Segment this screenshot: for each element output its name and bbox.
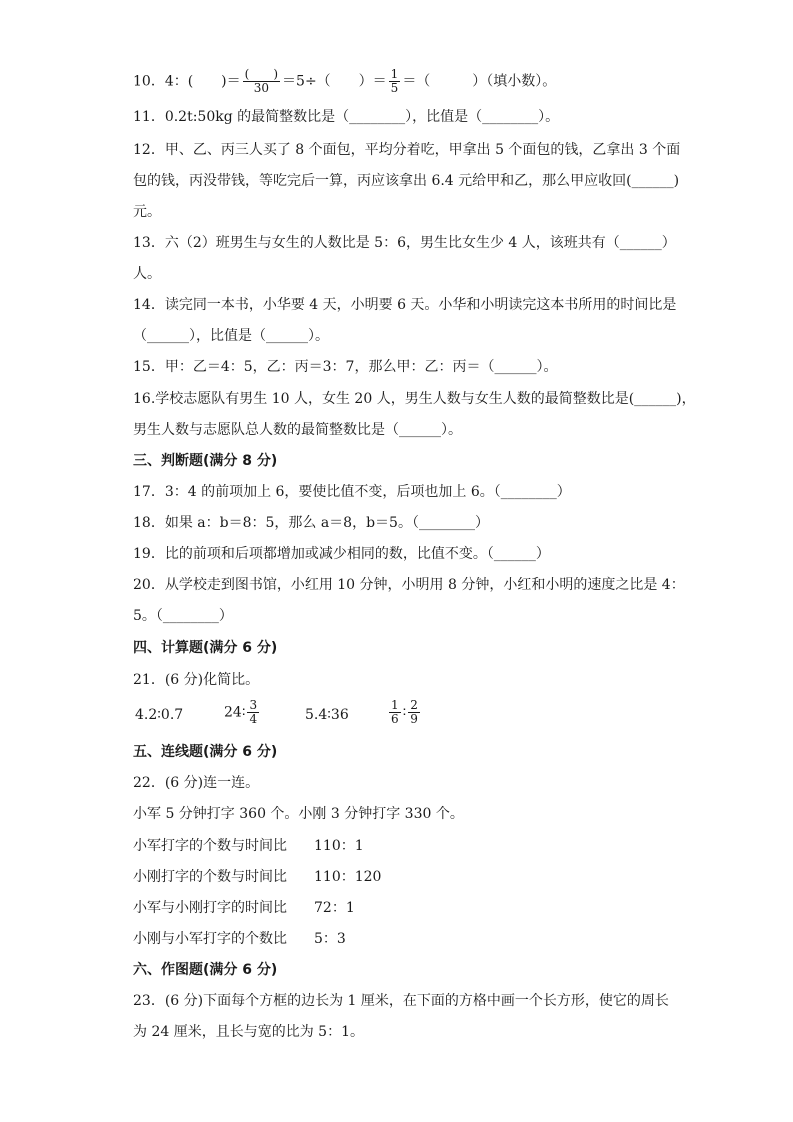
question-23-line-1: 23．(6 分)下面每个方框的边长为 1 厘米，在下面的方格中画一个长方形，使它的周长 — [133, 993, 669, 1009]
match-left-2: 小刚打字的个数与时间比 — [133, 869, 287, 885]
question-20-line-2: 5。（________） — [133, 608, 233, 624]
section-6-heading: 六、作图题(满分 6 分) — [133, 962, 278, 978]
question-15: 15．甲：乙＝4：5，乙：丙＝3：7，那么甲：乙：丙＝（______）。 — [133, 359, 558, 375]
question-10 — [133, 68, 556, 95]
question-13-line-1: 13．六（2）班男生与女生的人数比是 5：6，男生比女生少 4 人，该班共有（______） — [133, 235, 676, 251]
fraction-one-sixth: $\frac{1}{6}$ — [391, 698, 399, 726]
match-left-1: 小军打字的个数与时间比 — [133, 838, 287, 854]
question-22-info: 小军 5 分钟打字 360 个。小刚 3 分钟打字 330 个。 — [133, 806, 464, 822]
ratio-item-2: 24∶ $\frac{3}{4}$ — [224, 698, 258, 726]
question-18: 18．如果 a：b＝8：5，那么 a＝8，b＝5。（________） — [133, 515, 489, 531]
fraction-blank-over-30: $\frac{( )}{30}$ — [244, 67, 279, 95]
fraction-two-ninths: $\frac{2}{9}$ — [410, 698, 418, 726]
question-12-line-1: 12．甲、乙、丙三人买了 8 个面包，平均分着吃，甲拿出 5 个面包的钱，乙拿出 3 个面 — [133, 142, 681, 158]
fraction-three-quarters: $\frac{3}{4}$ — [249, 698, 258, 726]
section-4-heading: 四、计算题(满分 6 分) — [133, 640, 278, 656]
question-16-line-1: 16.学校志愿队有男生 10 人，女生 20 人，男生人数与女生人数的最简整数比是(______)， — [133, 391, 696, 407]
question-20-line-1: 20．从学校走到图书馆，小红用 10 分钟，小明用 8 分钟，小红和小明的速度之比是 4： — [133, 577, 685, 593]
question-13-line-2: 人。 — [133, 266, 161, 282]
section-5-heading: 五、连线题(满分 6 分) — [133, 744, 278, 760]
match-right-4: 5：3 — [314, 931, 346, 947]
question-21: 21．(6 分)化简比。 — [133, 672, 260, 688]
question-12-line-3: 元。 — [133, 204, 161, 220]
question-14-line-2: （______），比值是（______）。 — [133, 328, 329, 344]
q10-part-b: ＝5÷（ ）＝ — [282, 73, 387, 90]
question-19: 19．比的前项和后项都增加或减少相同的数，比值不变。（______） — [133, 546, 550, 562]
question-17: 17．3：4 的前项加上 6，要使比值不变，后项也加上 6。（________） — [133, 484, 571, 500]
question-22: 22．(6 分)连一连。 — [133, 775, 260, 791]
q10-part-c: ＝（ ）（填小数）。 — [402, 73, 557, 90]
ratio-item-1: 4.2∶0.7 — [135, 707, 184, 723]
fraction-one-fifth: $\frac{1}{5}$ — [390, 67, 399, 95]
match-left-3: 小军与小刚打字的时间比 — [133, 900, 287, 916]
question-14-line-1: 14．读完同一本书，小华要 4 天，小明要 6 天。小华和小明读完这本书所用的时间比是 — [133, 297, 677, 313]
q10-part-a: 10．4：( )＝ — [133, 73, 241, 90]
match-left-4: 小刚与小军打字的个数比 — [133, 931, 287, 947]
question-23-line-2: 为 24 厘米，且长与宽的比为 5：1。 — [133, 1024, 364, 1040]
ratio-item-3: 5.4∶36 — [305, 707, 349, 723]
section-3-heading: 三、判断题(满分 8 分) — [133, 453, 278, 469]
match-right-1: 110：1 — [314, 838, 364, 854]
ratio-item-4: $\frac{1}{6}$ ∶ $\frac{2}{9}$ — [391, 698, 418, 726]
match-right-3: 72：1 — [314, 900, 355, 916]
match-right-2: 110：120 — [314, 869, 382, 885]
question-12-line-2: 包的钱，丙没带钱，等吃完后一算，丙应该拿出 6.4 元给甲和乙，那么甲应收回(______) — [133, 173, 680, 189]
question-11: 11．0.2t:50kg 的最简整数比是（________），比值是（________）。 — [133, 109, 560, 125]
question-16-line-2: 男生人数与志愿队总人数的最简整数比是（______）。 — [133, 422, 462, 438]
